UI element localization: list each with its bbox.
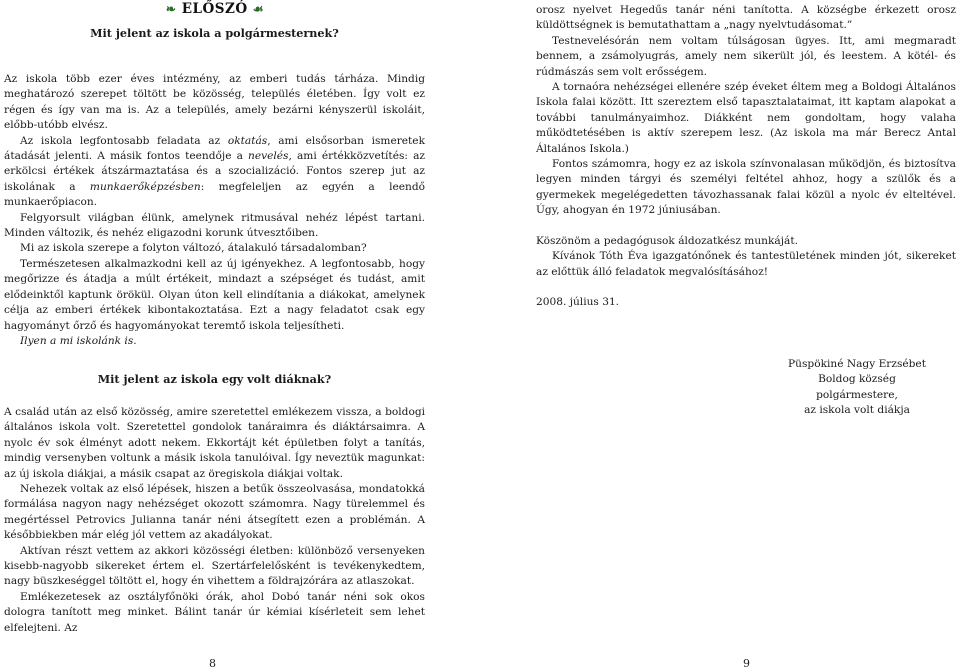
paragraph-wishes: Kívánok Tóth Éva igazgatónőnek és tantestületének minden jót, sikereket az előttük álló feladatok megvalósításához! xyxy=(536,250,956,278)
right-column-body xyxy=(536,3,956,310)
preface-title xyxy=(150,1,280,17)
paragraph: Mi az iskola szerepe a folyton változó, átalakuló társadalomban? xyxy=(20,242,367,255)
paragraph-thanks: Köszönöm a pedagógusok áldozatkész munkáját. xyxy=(536,234,798,247)
signature-note: az iskola volt diákja xyxy=(804,404,910,417)
leaf-ornament-icon: ❧ xyxy=(165,2,177,16)
section-heading-mayor: Mit jelent az iskola a polgármesternek? xyxy=(90,26,339,40)
paragraph: orosz nyelvet Hegedűs tanár néni tanította. A községbe érkezett orosz küldöttségnek is bemutathattam a „nagy nyelvtudásomat.” xyxy=(536,4,956,32)
date-line: 2008. július 31. xyxy=(536,295,620,308)
paragraph: Természetesen alkalmazkodni kell az új igényekhez. A legfontosabb, hogy megőrizze és átadja a múlt értékeit, mindazt a szépséget és tudást, amit elődeinktől kaptunk örökül. Olyan úton kell elindítania a diákokat, amelynek célja az emberi értékek kibontakoztatása. Ezt a nagy feladatot csak egy hagyományt őrző és hagyományokat teremtő iskola teljesítheti. xyxy=(4,257,425,332)
page-number-right: 9 xyxy=(743,657,750,670)
paragraph: Aktívan részt vettem az akkori közösségi életben: különböző versenyeken kisebb-nagyobb sikereket értem el. Szertárfelelősként is tevékenykedtem, nagy büszkeséggel töltött el, hogy én vihettem a földrajzórára az atlaszokat. xyxy=(4,544,425,588)
signature-block xyxy=(777,357,937,419)
closing-line: Ilyen a mi iskolánk is. xyxy=(20,334,137,347)
paragraph: Nehezek voltak az első lépések, hiszen a betűk összeolvasása, mondatokká formálása nagyon nagy nehézséget okozott számomra. Nagy türelemmel és megértéssel Petrovics Julianna tanár néni átsegített ezen a problémán. A későbbiekben már elég jól vettem az akadályokat. xyxy=(4,483,425,542)
signature-name: Püspökiné Nagy Erzsébet xyxy=(788,358,926,370)
paragraph: Az iskola legfontosabb feladata az oktatás, ami elsősorban ismeretek átadását jelenti. A másik fontos teendője a nevelés, ami értékközvetítés: az erkölcsi értékek átszármaztatása és a szocializáció. Fontos szerep jut az iskolának a munkaerőképzésben: megfeleljen az egyén a leendő munkaerőpiacon. xyxy=(4,134,426,209)
paragraph: Az iskola több ezer éves intézmény, az emberi tudás tárháza. Mindig meghatározó szerepet töltött be közösség, település életében. Így volt ez régen és így van ma is. Az a település, amely bezárni kényszerül iskoláit, előbb-utóbb elvész. xyxy=(4,73,425,132)
section-body-student xyxy=(4,405,425,636)
preface-title-text: ELŐSZÓ xyxy=(181,1,248,17)
paragraph: Felgyorsult világban élünk, amelynek ritmusával nehéz lépést tartani. Minden változik, és nehéz eligazodni korunk útvesztőiben. xyxy=(4,211,425,240)
leaf-ornament-icon: ☙ xyxy=(252,2,265,16)
paragraph: Emlékezetesek az osztályfőnöki órák, ahol Dobó tanár néni sok okos dologra tanított meg minket. Bálint tanár úr kémiai kísérleteit sem lehet elfelejteni. Az xyxy=(4,590,425,634)
paragraph xyxy=(4,334,425,349)
section-heading-student: Mit jelent az iskola egy volt diáknak? xyxy=(97,372,332,386)
section-body-mayor xyxy=(4,72,425,349)
paragraph: A család után az első közösség, amire szeretettel emlékezem vissza, a boldogi általános iskola volt. Szeretettel gondolok tanáraimra és diáktársaimra. A nyolc év sok élményt adott nekem. Ekkortájt két épületben folyt a tanítás, mindig versenyben voltunk a másik iskola tanulóival. Így neveztük magunkat: az új iskola diákjai, a másik csapat az öregiskola diákjai voltak. xyxy=(4,406,425,480)
page-number-left: 8 xyxy=(209,657,216,670)
paragraph: A tornaóra nehézségei ellenére szép éveket éltem meg a Boldogi Általános Iskola falai között. Itt szereztem első tapasztalataimat, itt kaptam alapokat a további tanulmányaimhoz. Diákként nem gondoltam, hogy valaha működtetésében is aktív szerepem lesz. (Az iskola ma már Berecz Antal Általános Iskola.) xyxy=(536,81,956,155)
paragraph: Fontos számomra, hogy ez az iskola színvonalasan működjön, és biztosítva legyen minden tárgyi és személyi feltétel ahhoz, hogy a szülők és a gyermekek megelégedetten távozhassanak falai közül a nyolc év elteltével. Úgy, ahogyan én 1972 júniusában. xyxy=(536,158,956,217)
paragraph: Testnevelésórán nem voltam túlságosan ügyes. Itt, ami megmaradt bennem, a zsámolyugrás, amely nem sikerült jól, és leestem. A kötél- és rúdmászás sem volt erősségem. xyxy=(536,34,956,78)
signature-role: Boldog község polgármestere, xyxy=(816,373,898,401)
